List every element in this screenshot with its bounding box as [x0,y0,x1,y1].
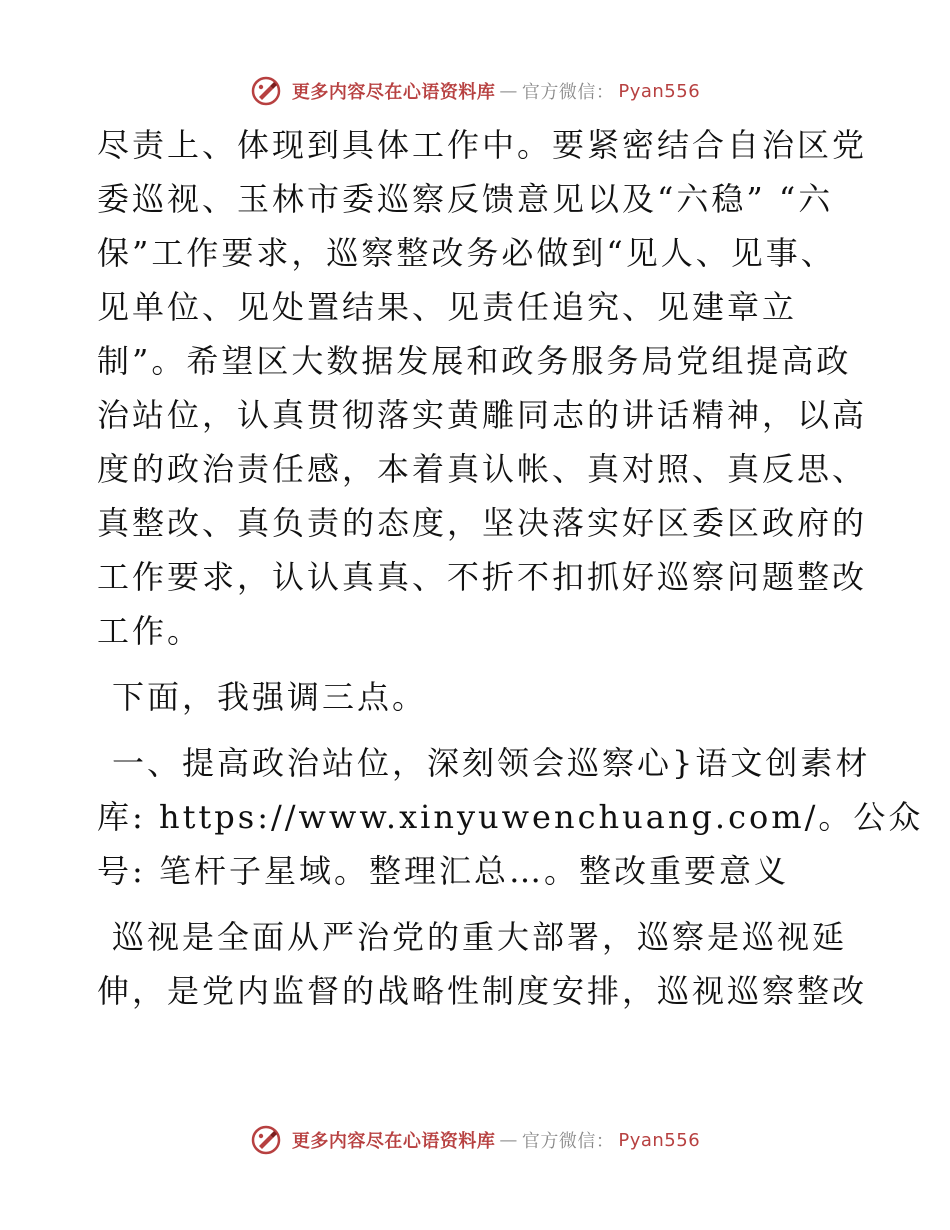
text-line: 保”工作要求，巡察整改务必做到“见人、见事、 [97,234,836,272]
text-line: 委巡视、玉林市委巡察反馈意见以及“六稳” “六 [97,180,834,218]
page-footer [0,1122,950,1158]
brand-logo-icon [250,75,282,107]
brand-logo-icon [250,1124,282,1156]
paragraph-3 [0,736,950,898]
paragraph-1 [0,118,950,658]
header-dash: — [499,80,518,102]
header-brand-text: 更多内容尽在心语资料库 [291,82,496,103]
text-line: 见单位、见处置结果、见责任追究、见建章立 [97,288,798,326]
page-header [0,73,950,109]
text-line: 治站位，认真贯彻落实黄雕同志的讲话精神，以高 [97,396,868,434]
text-line: 下面，我强调三点。 [112,678,428,716]
paragraph-4 [0,910,950,1018]
header-account-id: Pyan556 [618,80,701,102]
text-line: 尽责上、体现到具体工作中。要紧密结合自治区党 [97,126,868,164]
text-line: 号: 笔杆子星域。整理汇总…。整改重要意义 [97,852,789,890]
footer-brand-text: 更多内容尽在心语资料库 [291,1131,496,1152]
paragraph-2 [0,670,950,724]
document-body [0,118,950,1018]
text-line: 制”。希望区大数据发展和政务服务局党组提高政 [97,342,852,380]
text-line: 真整改、真负责的态度，坚决落实好区委区政府的 [97,504,868,542]
text-line: 工作。 [97,612,203,650]
footer-dash: — [499,1129,518,1151]
footer-official-label: 官方微信： [521,1131,615,1152]
text-line: 巡视是全面从严治党的重大部署，巡察是巡视延 [112,918,848,956]
text-line: 度的政治责任感，本着真认帐、真对照、真反思、 [97,450,868,488]
text-line: 一、提高政治站位，深刻领会巡察心}语文创素材 [112,744,871,782]
footer-account-id: Pyan556 [618,1129,701,1151]
text-line: 工作要求，认认真真、不折不扣抓好巡察问题整改 [97,558,868,596]
text-line: 库: https://www.xinyuwenchuang.com/。公众 [97,798,924,836]
header-official-label: 官方微信： [521,82,615,103]
text-line: 伸，是党内监督的战略性制度安排，巡视巡察整改 [97,972,868,1010]
